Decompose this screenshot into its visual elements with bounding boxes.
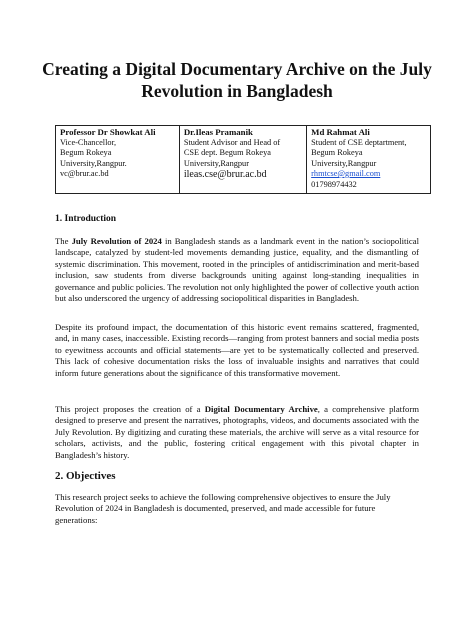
intro-paragraph-3 [55, 404, 419, 461]
author-cell-3 [307, 126, 431, 194]
author-email-link[interactable]: rhmtcse@gmail.com [311, 169, 381, 178]
author-name: Dr.Ileas Pramanik [183, 127, 253, 137]
author-line: Begum Rokeya [60, 148, 112, 157]
author-line: Vice-Chancellor, [60, 137, 117, 147]
author-name: Professor Dr Showkat Ali [60, 127, 156, 137]
author-cell-2 [179, 126, 306, 194]
author-line: Student of CSE deptartment, [311, 137, 407, 147]
author-line: University,Rangpur [311, 158, 377, 168]
author-phone: 01798974432 [311, 179, 357, 189]
author-name: Md Rahmat Ali [311, 127, 370, 137]
objectives-paragraph: This research project seeks to achieve the following comprehensive objectives to ensure the July Revolution of 2024 in Bangladesh is documented, preserved, and made accessible for future generations: [55, 492, 391, 525]
author-email: ileas.cse@brur.ac.bd [183, 169, 267, 180]
text-run: , a comprehensive platform designed to preserve and present the narratives, photographs, videos, and documents associated with the July Revolution. By digitizing and curating these materials, the archive will serve as a vital resource for scholars, activists, and the public, fostering critical engagement with this pivotal chapter in Bangladesh’s history. [55, 404, 419, 460]
bold-text: July Revolution of 2024 [71, 236, 162, 246]
author-line: University,Rangpur. [60, 158, 127, 168]
bold-text: Digital Documentary Archive [204, 404, 318, 414]
document-title: Creating a Digital Documentary Archive on the July Revolution in Bangladesh [42, 59, 432, 101]
text-run: in Bangladesh stands as a landmark event in the nation’s sociopolitical landscape, catalyzed by student-led movements demanding justice, equality, and the dismantling of systemic discrimination. This movement, rooted in the principles of antidiscrimination and merit-based inclusion, saw students from diverse backgrounds uniting against long-standing inequalities in governance and public policies. The revolution not only highlighted the power of collective youth action but also underscored the urgency of addressing sociopolitical disparities in Bangladesh. [55, 236, 420, 304]
intro-heading: 1. Introduction [55, 214, 117, 224]
text-run: This project proposes the creation of a [55, 404, 205, 414]
author-table [55, 125, 431, 194]
intro-paragraph-1 [55, 236, 419, 304]
author-line: Student Advisor and Head of [183, 137, 281, 147]
author-line: University,Rangpur [183, 158, 249, 168]
author-cell-1 [56, 126, 180, 194]
author-email: vc@brur.ac.bd [60, 169, 109, 178]
objectives-heading: 2. Objectives [55, 470, 116, 482]
text-run: The [55, 236, 72, 246]
author-line: Begum Rokeya [311, 148, 363, 157]
intro-paragraph-2: Despite its profound impact, the documentation of this historic event remains scattered, fragmented, and, in many cases, inaccessible. Existing records—ranging from protest banners and social media posts to eyewitness accounts and official statements—are yet to be systematically collected and preserved. This lack of cohesive documentation risks the loss of invaluable insights and narratives that could inform future generations about the significance of this transformative movement. [55, 322, 419, 378]
author-line: CSE dept. Begum Rokeya [183, 148, 271, 157]
